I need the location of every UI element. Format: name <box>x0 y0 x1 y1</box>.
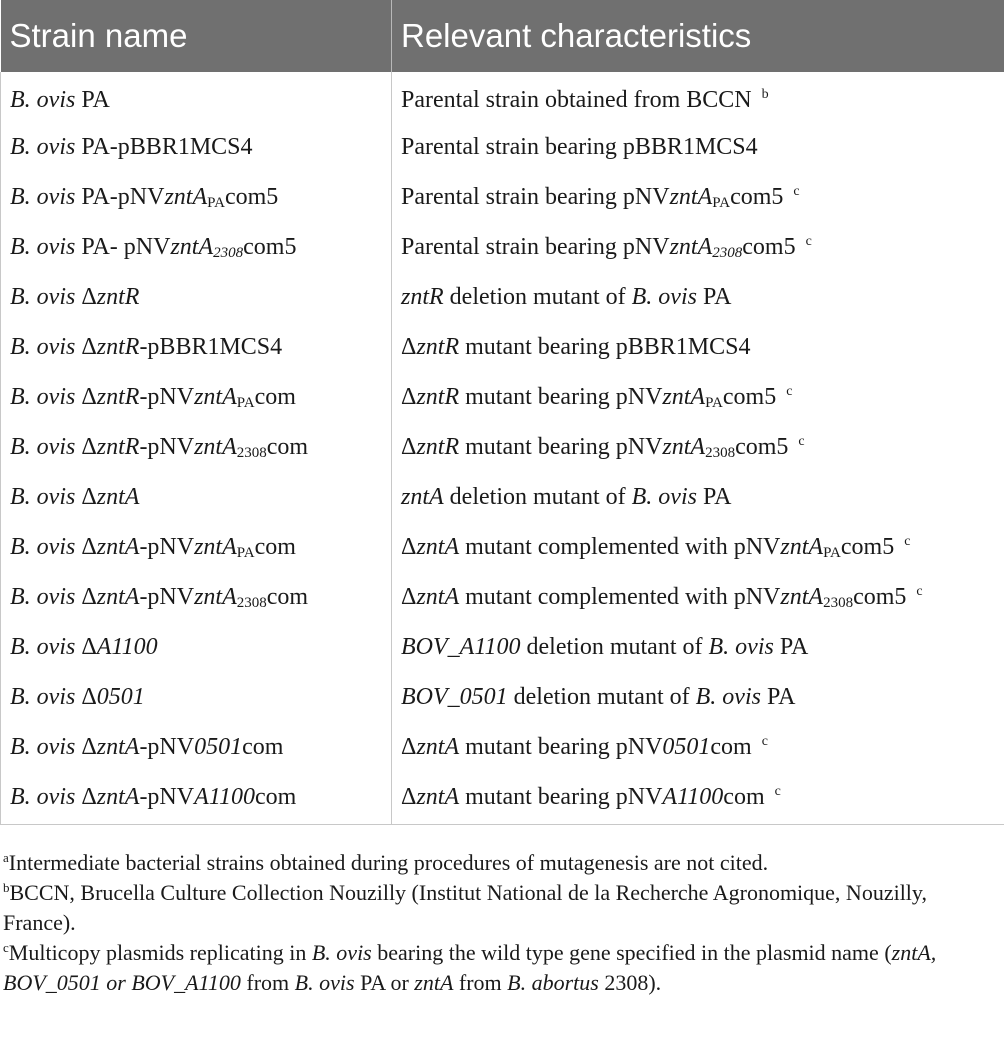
text-run: PA <box>75 86 110 113</box>
text-run: zntA <box>416 784 460 811</box>
text-run: zntA <box>662 383 706 410</box>
text-run: Parental strain obtained from BCCN <box>401 86 758 113</box>
text-run: zntA <box>662 433 706 460</box>
text-run: B. ovis <box>10 583 76 610</box>
text-run: zntA <box>194 383 237 410</box>
table-row <box>1 572 1004 622</box>
text-run: mutant complemented with pNV <box>459 533 781 560</box>
text-run: B. ovis <box>10 86 76 113</box>
text-run: B. ovis <box>695 683 761 710</box>
text-run: com <box>242 733 284 760</box>
text-run: zntA <box>96 483 140 510</box>
text-run: mutant bearing pNV <box>459 784 663 811</box>
text-run: com5 <box>742 233 802 260</box>
footnote-marker: c <box>916 583 923 599</box>
text-run: Δ <box>401 383 417 410</box>
text-run: B. ovis <box>10 784 76 811</box>
text-run: zntA <box>416 533 460 560</box>
footnote-marker: c <box>793 183 800 199</box>
text-run: Parental strain bearing pBBR1MCS4 <box>401 133 758 160</box>
characteristics-cell <box>392 622 1004 672</box>
text-run: 0501 <box>194 733 243 760</box>
subscript-text: 2308 <box>823 594 854 611</box>
strain-name-cell <box>1 422 392 472</box>
text-run: zntR <box>416 433 460 460</box>
text-run: Δ <box>75 483 97 510</box>
table-row <box>1 172 1004 222</box>
text-run: zntA <box>401 483 444 510</box>
text-run: Δ <box>75 733 97 760</box>
text-run: Δ <box>75 333 97 360</box>
header-relevant-characteristics: Relevant characteristics <box>392 0 1004 72</box>
footnote-marker: c <box>798 433 805 449</box>
text-run: 0501 <box>662 733 711 760</box>
characteristics-cell <box>392 522 1004 572</box>
strain-name-cell <box>1 772 392 824</box>
text-run: -pNV <box>139 433 195 460</box>
subscript-text: PA <box>236 394 255 411</box>
text-run: zntA <box>669 183 713 210</box>
text-run: Parental strain bearing pNV <box>401 183 670 210</box>
table-row <box>1 122 1004 172</box>
footnote-marker: c <box>761 733 768 749</box>
text-run: Parental strain bearing pNV <box>401 233 670 260</box>
text-run: 0501 <box>96 683 145 710</box>
characteristics-cell <box>392 322 1004 372</box>
header-row <box>1 0 1004 72</box>
text-run: zntA <box>780 583 824 610</box>
footnote-mark: a <box>3 850 9 865</box>
text-run: -pNV <box>139 583 195 610</box>
table-row <box>1 72 1004 122</box>
text-run: B. ovis <box>10 633 76 660</box>
strain-name-cell <box>1 72 392 122</box>
text-run: B. ovis <box>10 333 76 360</box>
text-run: com <box>254 383 296 410</box>
text-run: mutant bearing pNV <box>459 433 663 460</box>
characteristics-cell <box>392 772 1004 824</box>
text-run: zntA <box>96 533 140 560</box>
text-run: com <box>266 433 309 460</box>
footnote-text: zntA, BOV_0501 or BOV_A1100 <box>3 940 937 995</box>
table-row <box>1 272 1004 322</box>
table-body <box>1 72 1004 824</box>
text-run: B. ovis <box>10 133 76 160</box>
footnote-text: B. ovis <box>311 940 372 965</box>
text-run: B. ovis <box>10 733 76 760</box>
strain-name-cell <box>1 272 392 322</box>
table-row <box>1 772 1004 824</box>
text-run: Δ <box>401 333 417 360</box>
text-run: com5 <box>853 583 913 610</box>
subscript-text: 2308 <box>712 244 743 261</box>
text-run: zntR <box>416 333 460 360</box>
footnote-text: B. abortus <box>507 970 599 995</box>
text-run: B. ovis <box>10 483 76 510</box>
text-run: B. ovis <box>10 433 76 460</box>
text-run: zntA <box>780 533 824 560</box>
footnote-text: PA or <box>354 970 415 995</box>
footnote-marker: b <box>761 86 769 102</box>
text-run: -pNV <box>139 533 195 560</box>
table-header <box>1 0 1004 72</box>
text-run: B. ovis <box>631 283 697 310</box>
text-run: zntR <box>416 383 460 410</box>
strain-name-cell <box>1 172 392 222</box>
text-run: deletion mutant of <box>507 683 696 710</box>
text-run: zntR <box>96 383 140 410</box>
text-run: Δ <box>401 533 417 560</box>
text-run: A1100 <box>662 784 724 811</box>
text-run: zntR <box>401 283 444 310</box>
text-run: PA <box>696 283 732 310</box>
footnote-c <box>3 938 998 998</box>
text-run: B. ovis <box>10 383 76 410</box>
subscript-text: 2308 <box>213 244 244 261</box>
text-run: Δ <box>401 733 417 760</box>
text-run: -pNV <box>139 383 195 410</box>
characteristics-cell <box>392 272 1004 322</box>
footnote-text: B. ovis <box>294 970 355 995</box>
strain-name-cell <box>1 572 392 622</box>
text-run: zntA <box>416 583 460 610</box>
strain-name-cell <box>1 122 392 172</box>
text-run: BOV_A1100 <box>401 633 521 660</box>
text-run: PA <box>773 633 809 660</box>
characteristics-cell <box>392 722 1004 772</box>
table-row <box>1 422 1004 472</box>
text-run: Δ <box>75 633 97 660</box>
footnote-mark: b <box>3 880 10 895</box>
subscript-text: PA <box>705 394 723 411</box>
characteristics-cell <box>392 672 1004 722</box>
characteristics-cell <box>392 72 1004 122</box>
characteristics-cell <box>392 122 1004 172</box>
text-run: zntA <box>416 733 460 760</box>
footnote-text: Multicopy plasmids replicating in <box>8 940 312 965</box>
subscript-text: 2308 <box>236 594 267 611</box>
strain-name-cell <box>1 522 392 572</box>
text-run: mutant complemented with pNV <box>459 583 781 610</box>
text-run: PA <box>760 683 796 710</box>
text-run: Δ <box>75 683 97 710</box>
text-run: -pBBR1MCS4 <box>139 333 283 360</box>
characteristics-cell <box>392 172 1004 222</box>
text-run: Δ <box>75 283 97 310</box>
characteristics-cell <box>392 372 1004 422</box>
table-row <box>1 522 1004 572</box>
table-row <box>1 322 1004 372</box>
header-strain-name: Strain name <box>1 0 392 72</box>
footnote-marker: c <box>774 784 781 800</box>
text-run: -pNV <box>139 733 195 760</box>
characteristics-cell <box>392 422 1004 472</box>
text-run: com <box>710 733 758 760</box>
table-row <box>1 472 1004 522</box>
text-run: zntA <box>96 583 140 610</box>
text-run: Δ <box>401 583 417 610</box>
text-run: B. ovis <box>10 283 76 310</box>
footnote-text: from <box>240 970 295 995</box>
text-run: com <box>254 533 296 560</box>
text-run: zntA <box>164 183 208 210</box>
footnote-text: zntA <box>414 970 454 995</box>
table-row <box>1 622 1004 672</box>
text-run: BOV_0501 <box>401 683 508 710</box>
subscript-text: PA <box>823 544 841 561</box>
footnote-marker: c <box>786 383 793 399</box>
text-run: PA- pNV <box>75 233 171 260</box>
subscript-text: PA <box>207 194 225 211</box>
text-run: mutant bearing pNV <box>459 383 663 410</box>
strain-name-cell <box>1 322 392 372</box>
strain-name-cell <box>1 622 392 672</box>
text-run: zntA <box>194 433 237 460</box>
text-run: com <box>723 784 771 811</box>
footnote-marker: c <box>805 233 812 249</box>
text-run: deletion mutant of <box>443 483 632 510</box>
strain-name-cell <box>1 222 392 272</box>
table-footnotes <box>3 848 998 998</box>
footnote-text: from <box>453 970 508 995</box>
subscript-text: 2308 <box>705 444 736 461</box>
text-run: zntA <box>194 583 237 610</box>
text-run: mutant bearing pNV <box>459 733 663 760</box>
text-run: Δ <box>75 533 97 560</box>
strain-name-cell <box>1 472 392 522</box>
text-run: A1100 <box>96 633 158 660</box>
text-run: deletion mutant of <box>443 283 632 310</box>
text-run: Δ <box>75 583 97 610</box>
characteristics-cell <box>392 222 1004 272</box>
text-run: B. ovis <box>10 533 76 560</box>
text-run: com5 <box>224 183 279 210</box>
footnote-mark: c <box>3 940 9 955</box>
text-run: zntR <box>96 283 140 310</box>
text-run: PA-pNV <box>75 183 165 210</box>
table-row <box>1 372 1004 422</box>
text-run: com5 <box>722 383 783 410</box>
footnote-marker: c <box>904 533 911 549</box>
text-run: B. ovis <box>631 483 697 510</box>
text-run: zntA <box>96 733 140 760</box>
subscript-text: PA <box>712 194 731 211</box>
table-row <box>1 672 1004 722</box>
text-run: Δ <box>401 784 417 811</box>
text-run: PA <box>696 483 732 510</box>
text-run: PA-pBBR1MCS4 <box>75 133 253 160</box>
text-run: -pNV <box>139 784 195 811</box>
text-run: com <box>266 583 309 610</box>
footnote-a <box>3 848 998 878</box>
footnote-text: bearing the wild type gene specified in the plasmid name ( <box>371 940 892 965</box>
text-run: Δ <box>75 433 97 460</box>
characteristics-cell <box>392 472 1004 522</box>
footnote-text: BCCN, Brucella Culture Collection Nouzilly (Institut National de la Recherche Agronomique, Nouzilly, France). <box>3 880 927 935</box>
text-run: zntR <box>96 433 140 460</box>
strain-name-cell <box>1 672 392 722</box>
text-run: Δ <box>75 784 97 811</box>
text-run: B. ovis <box>708 633 774 660</box>
text-run: zntA <box>96 784 140 811</box>
footnote-b <box>3 878 998 938</box>
text-run: mutant bearing pBBR1MCS4 <box>459 333 751 360</box>
text-run: B. ovis <box>10 183 76 210</box>
text-run: com <box>254 784 297 811</box>
subscript-text: PA <box>236 544 255 561</box>
text-run: com5 <box>735 433 795 460</box>
text-run: zntA <box>170 233 214 260</box>
text-run: com5 <box>243 233 297 260</box>
strain-name-cell <box>1 722 392 772</box>
text-run: A1100 <box>194 784 255 811</box>
strain-name-cell <box>1 372 392 422</box>
footnote-text: Intermediate bacterial strains obtained during procedures of mutagenesis are not cited. <box>8 850 769 875</box>
subscript-text: 2308 <box>236 444 267 461</box>
text-run: deletion mutant of <box>520 633 709 660</box>
text-run: zntA <box>669 233 713 260</box>
table-row <box>1 722 1004 772</box>
text-run: B. ovis <box>10 683 76 710</box>
characteristics-cell <box>392 572 1004 622</box>
text-run: com5 <box>730 183 790 210</box>
text-run: Δ <box>401 433 417 460</box>
text-run: B. ovis <box>10 233 76 260</box>
text-run: zntA <box>194 533 237 560</box>
text-run: Δ <box>75 383 97 410</box>
table-row <box>1 222 1004 272</box>
text-run: com5 <box>840 533 901 560</box>
text-run: zntR <box>96 333 140 360</box>
footnote-text: 2308). <box>598 970 662 995</box>
